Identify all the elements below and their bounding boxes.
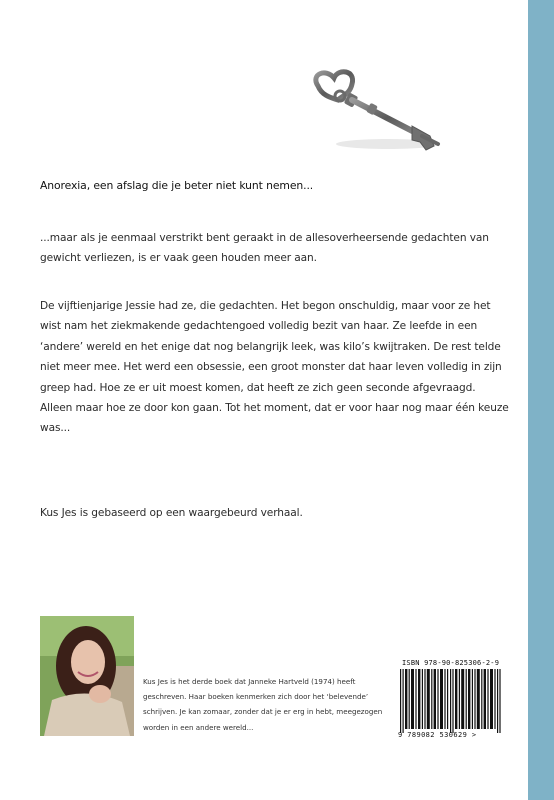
tagline: Anorexia, een afslag die je beter niet kunt nemen...	[40, 179, 314, 192]
isbn-label: ISBN 978-90-825306-2-9	[402, 659, 500, 667]
blurb-paragraph-true-story: Kus Jes is gebaseerd op een waargebeurd verhaal.	[40, 507, 303, 519]
blurb-paragraph-story: De vijftienjarige Jessie had ze, die gedachten. Het begon onschuldig, maar voor ze het wist nam het ziekmakende gedachtengoed volledig bezit van haar. Ze leefde in een ‘andere’ wereld en het enige dat nog belangrijk leek, was kilo’s kwijtraken. De rest telde niet meer mee. Het werd een obsessie, een groot monster dat haar leven volledig in zijn greep had. Hoe ze er uit moest komen, dat heeft ze zich geen seconde afgevraagd. Alleen maar hoe ze door kon gaan. Tot het moment, dat er voor haar nog maar één keuze was...	[40, 300, 509, 435]
barcode-digits: 9 789082 530629 >	[398, 731, 477, 739]
spine-strip	[528, 0, 554, 800]
author-bio: Kus Jes is het derde boek dat Janneke Hartveld (1974) heeft geschreven. Haar boeken kenmerken zich door het ‘belevende’ schrijven. Je kan zomaar, zonder dat je er erg in hebt, meegezogen worden in een andere wereld...	[143, 677, 383, 732]
isbn-barcode	[398, 669, 510, 739]
author-photo	[40, 616, 134, 736]
skeleton-key-icon	[308, 66, 448, 162]
blurb-paragraph-intro: ...maar als je eenmaal verstrikt bent geraakt in de allesoverheersende gedachten van gewicht verliezen, is er vaak geen houden meer aan.	[40, 232, 489, 265]
